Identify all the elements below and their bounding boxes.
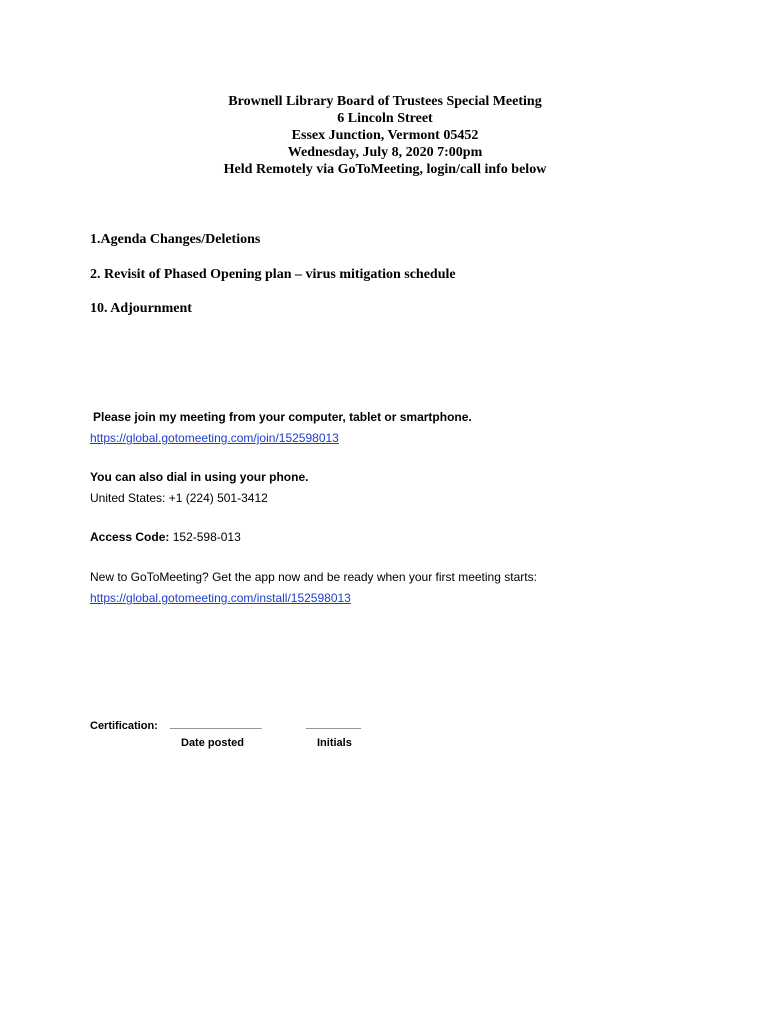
date-posted-caption: Date posted	[181, 737, 244, 749]
address-street: 6 Lincoln Street	[337, 111, 433, 126]
certification-label: Certification:	[90, 720, 158, 732]
agenda-item-3: 10. Adjournment	[90, 301, 192, 316]
agenda-item-2: 2. Revisit of Phased Opening plan – virus mitigation schedule	[90, 267, 456, 282]
install-app-link[interactable]: https://global.gotomeeting.com/install/152598013	[90, 591, 351, 605]
meeting-title: Brownell Library Board of Trustees Special Meeting	[228, 94, 542, 109]
meeting-date-time: Wednesday, July 8, 2020 7:00pm	[287, 145, 483, 160]
join-instructions: Please join my meeting from your computer, tablet or smartphone.	[93, 410, 472, 424]
address-city: Essex Junction, Vermont 05452	[291, 128, 479, 143]
agenda-item-1: 1.Agenda Changes/Deletions	[90, 232, 261, 247]
initials-blank: _________	[306, 718, 362, 730]
initials-caption: Initials	[317, 737, 352, 749]
access-code	[90, 530, 241, 545]
new-user-instructions: New to GoToMeeting? Get the app now and be ready when your first meeting starts:	[90, 570, 537, 584]
date-posted-blank: _______________	[170, 718, 262, 730]
access-code-label: Access Code:	[90, 530, 170, 544]
meeting-header	[0, 93, 770, 178]
phone-number: United States: +1 (224) 501-3412	[90, 491, 268, 505]
remote-note: Held Remotely via GoToMeeting, login/call info below	[223, 162, 547, 177]
access-code-value: 152-598-013	[172, 530, 241, 544]
dial-in-instructions: You can also dial in using your phone.	[90, 470, 309, 484]
join-meeting-link[interactable]: https://global.gotomeeting.com/join/152598013	[90, 431, 339, 445]
